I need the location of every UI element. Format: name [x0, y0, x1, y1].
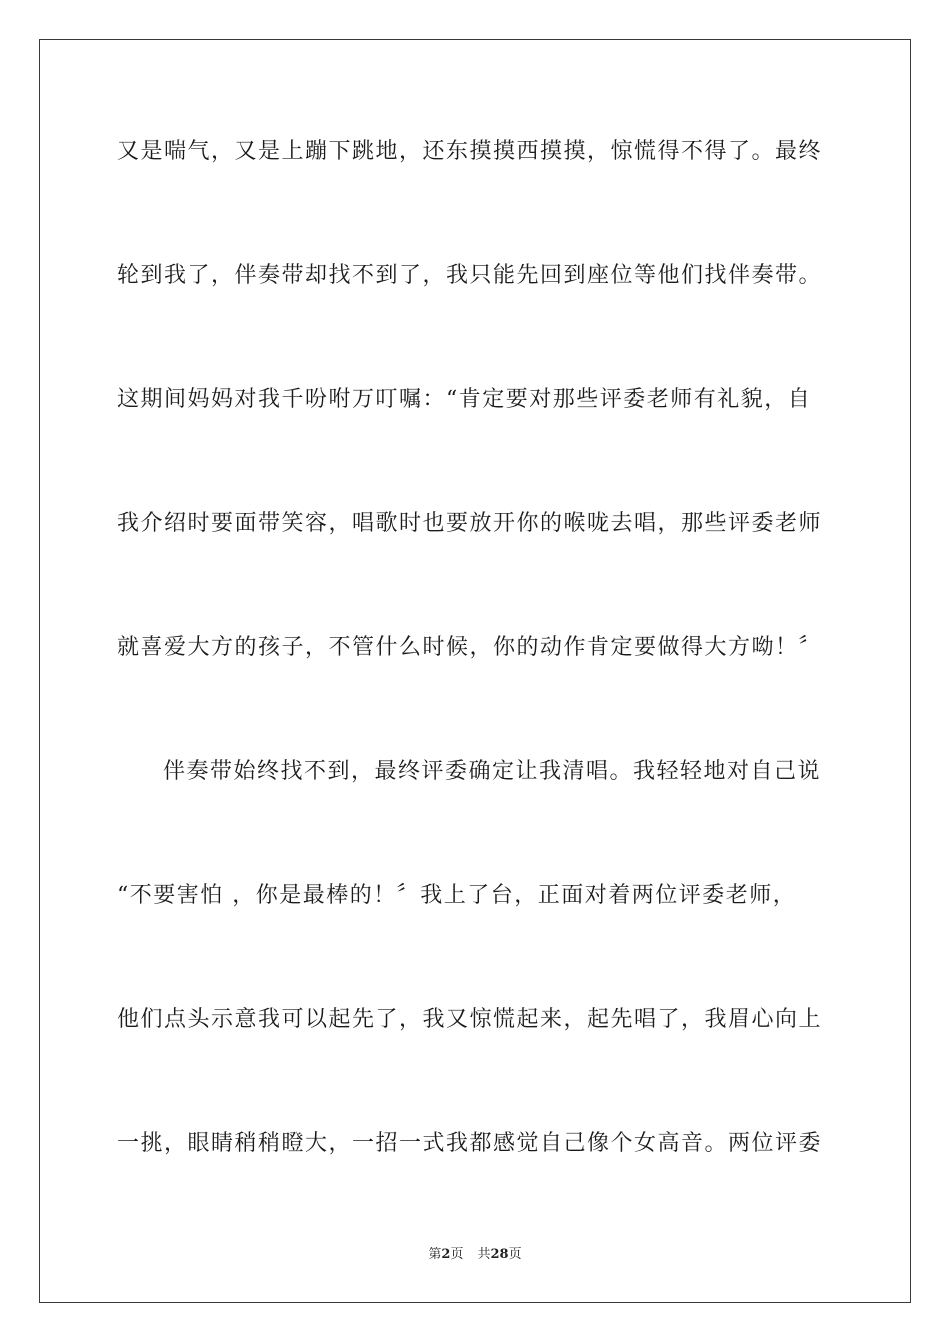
paragraph-line-7: “不要害怕 ，你是最棒的！〞我上了台，正面对着两位评委老师，	[117, 883, 797, 908]
paragraph-line-8: 他们点头示意我可以起先了，我又惊慌起来，起先唱了，我眉心向上	[117, 1007, 823, 1032]
paragraph-line-5: 就喜爱大方的孩子，不管什么时候，你的动作肯定要做得大方呦！〞	[117, 635, 823, 660]
page-border	[39, 39, 911, 1303]
paragraph-line-9: 一挑，眼睛稍稍瞪大，一招一式我都感觉自己像个女高音。两位评委	[117, 1131, 823, 1156]
paragraph-line-6: 伴奏带始终找不到，最终评委确定让我清唱。我轻轻地对自己说	[163, 759, 822, 784]
paragraph-line-2: 轮到我了，伴奏带却找不到了，我只能先回到座位等他们找伴奏带。	[117, 263, 823, 288]
paragraph-line-1: 又是喘气，又是上蹦下跳地，还东摸摸西摸摸，惊慌得不得了。最终	[117, 139, 823, 164]
total-prefix: 共	[477, 1247, 491, 1262]
page-suffix: 页	[450, 1247, 464, 1262]
total-suffix: 页	[508, 1247, 522, 1262]
page-prefix: 第	[428, 1247, 442, 1262]
paragraph-line-3: 这期间妈妈对我千吩咐万叮嘱：“肯定要对那些评委老师有礼貌，自	[117, 387, 812, 412]
page-number: 2	[441, 1247, 451, 1262]
total-pages: 28	[490, 1247, 509, 1262]
paragraph-line-4: 我介绍时要面带笑容，唱歌时也要放开你的喉咙去唱，那些评委老师	[117, 511, 823, 536]
page-footer	[0, 1246, 950, 1264]
